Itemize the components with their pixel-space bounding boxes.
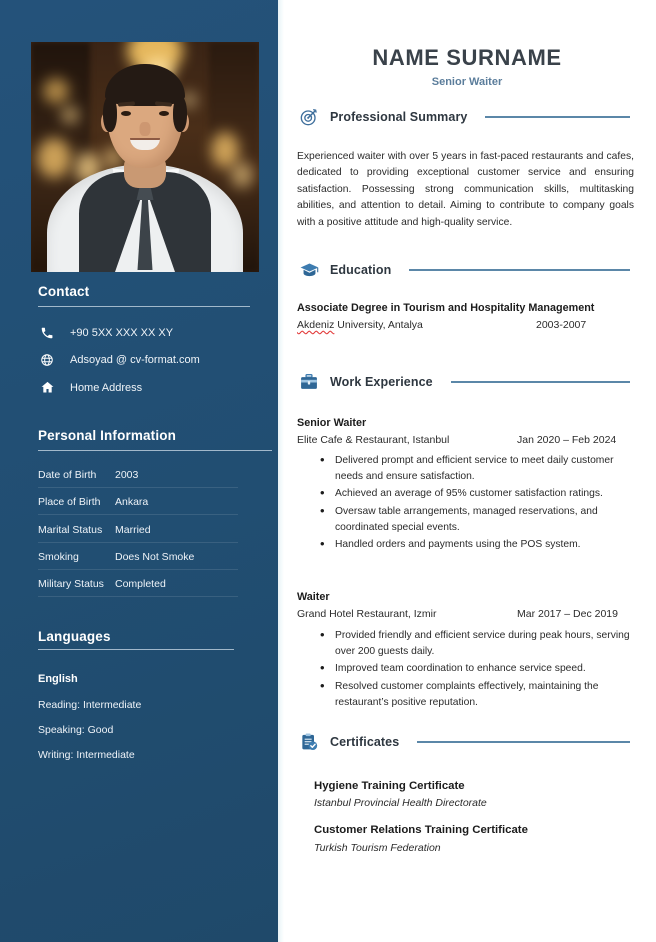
- contact-phone-value: +90 5XX XXX XX XY: [70, 327, 174, 339]
- phone-icon: [38, 326, 56, 340]
- personal-info-row: [38, 496, 238, 508]
- certificate-title: Hygiene Training Certificate: [314, 780, 465, 792]
- job-company: Grand Hotel Restaurant, Izmir: [297, 608, 437, 620]
- contact-web[interactable]: [38, 353, 200, 367]
- list-item: • Achieved an average of 95% customer satisfaction ratings.: [335, 486, 637, 502]
- personal-info-divider: [38, 542, 238, 543]
- section-work-experience-header: [298, 371, 630, 393]
- language-skill-speaking: Speaking: Good: [38, 724, 114, 736]
- certificate-issuer: Istanbul Provincial Health Directorate: [314, 797, 487, 809]
- personal-info-divider: [38, 596, 238, 597]
- list-item: • Delivered prompt and efficient service to meet daily customer needs and ensure satisfaction.: [335, 453, 637, 485]
- personal-info-label: Smoking: [38, 551, 79, 563]
- section-rule: [417, 741, 630, 743]
- list-item: • Provided friendly and efficient service during peak hours, serving over 200 guests daily.: [335, 628, 637, 660]
- job-bullets: [318, 628, 637, 712]
- sidebar: [0, 0, 278, 942]
- languages-heading: Languages: [38, 629, 111, 644]
- contact-phone[interactable]: [38, 326, 173, 340]
- personal-info-row: [38, 551, 238, 563]
- language-skill-writing: Writing: Intermediate: [38, 749, 135, 761]
- education-school-location: University, Antalya: [334, 319, 423, 331]
- job-company: Elite Cafe & Restaurant, Istanbul: [297, 434, 450, 446]
- graduation-cap-icon: [298, 259, 320, 281]
- personal-info-row: [38, 524, 238, 536]
- photo-person: [31, 42, 259, 272]
- home-icon: [38, 380, 56, 395]
- section-title: Certificates: [330, 735, 400, 749]
- personal-information-rule: [38, 450, 272, 451]
- job-bullets: [318, 453, 637, 554]
- personal-info-label: Date of Birth: [38, 469, 97, 481]
- education-school: [297, 319, 423, 331]
- page-title: NAME SURNAME: [372, 45, 562, 70]
- globe-icon: [38, 353, 56, 367]
- clipboard-check-icon: [298, 731, 320, 753]
- professional-summary-text: Experienced waiter with over 5 years in fast-paced restaurants and cafes, dedicated to providing exceptional customer service and ensuring satisfaction. Possessing strong communication skills, multitasking abilities, and attention to detail. Aiming to contribute to company goals with a positive attitude and high-quality service.: [297, 151, 634, 228]
- personal-info-value: Married: [115, 524, 151, 536]
- section-rule: [485, 116, 630, 118]
- section-education-header: [298, 259, 630, 281]
- contact-address-value: Home Address: [70, 381, 143, 394]
- personal-info-label: Military Status: [38, 578, 104, 590]
- job-title: Waiter: [297, 591, 330, 603]
- certificate-title: Customer Relations Training Certificate: [314, 824, 528, 836]
- language-skill-reading: Reading: Intermediate: [38, 699, 142, 711]
- contact-heading: Contact: [38, 284, 90, 299]
- personal-info-row: [38, 578, 238, 590]
- personal-info-label: Marital Status: [38, 524, 103, 536]
- education-degree: Associate Degree in Tourism and Hospitality Management: [297, 302, 595, 314]
- list-item: • Resolved customer complaints effectively, maintaining the restaurant’s positive reputation.: [335, 679, 637, 711]
- section-professional-summary-header: [298, 106, 630, 128]
- section-title: Work Experience: [330, 375, 433, 389]
- personal-info-value: Completed: [115, 578, 166, 590]
- job-title-subtitle: Senior Waiter: [431, 76, 503, 88]
- personal-info-row: [38, 469, 238, 481]
- photo-canvas: [31, 42, 259, 272]
- briefcase-icon: [298, 371, 320, 393]
- list-item: • Handled orders and payments using the POS system.: [335, 537, 637, 553]
- certificate-issuer: Turkish Tourism Federation: [314, 842, 441, 854]
- section-title: Education: [330, 263, 392, 277]
- contact-web-value: Adsoyad @ cv-format.com: [70, 354, 200, 366]
- job-dates: Mar 2017 – Dec 2019: [517, 608, 618, 620]
- personal-information-heading: Personal Information: [38, 428, 177, 443]
- language-name: English: [38, 673, 78, 685]
- personal-info-divider: [38, 487, 238, 488]
- column-edge-shadow: [278, 0, 284, 942]
- education-school-name: Akdeniz: [297, 319, 335, 331]
- personal-info-divider: [38, 569, 238, 570]
- list-item: • Improved team coordination to enhance service speed.: [335, 661, 637, 677]
- personal-info-divider: [38, 514, 238, 515]
- personal-info-value: Ankara: [115, 496, 149, 508]
- personal-info-value: 2003: [115, 469, 139, 481]
- list-item: • Oversaw table arrangements, managed reservations, and coordinated special events.: [335, 504, 637, 536]
- section-rule: [451, 381, 630, 383]
- section-rule: [409, 269, 630, 271]
- main-column: [278, 0, 656, 942]
- languages-rule: [38, 649, 234, 650]
- personal-info-value: Does Not Smoke: [115, 551, 195, 563]
- section-title: Professional Summary: [330, 110, 468, 124]
- education-years: 2003-2007: [536, 319, 587, 331]
- personal-info-label: Place of Birth: [38, 496, 101, 508]
- contact-address[interactable]: [38, 380, 142, 395]
- contact-rule: [38, 306, 250, 307]
- job-dates: Jan 2020 – Feb 2024: [517, 434, 617, 446]
- target-icon: [298, 106, 320, 128]
- section-certificates-header: [298, 731, 630, 753]
- job-title: Senior Waiter: [297, 417, 367, 429]
- profile-photo: [31, 42, 259, 272]
